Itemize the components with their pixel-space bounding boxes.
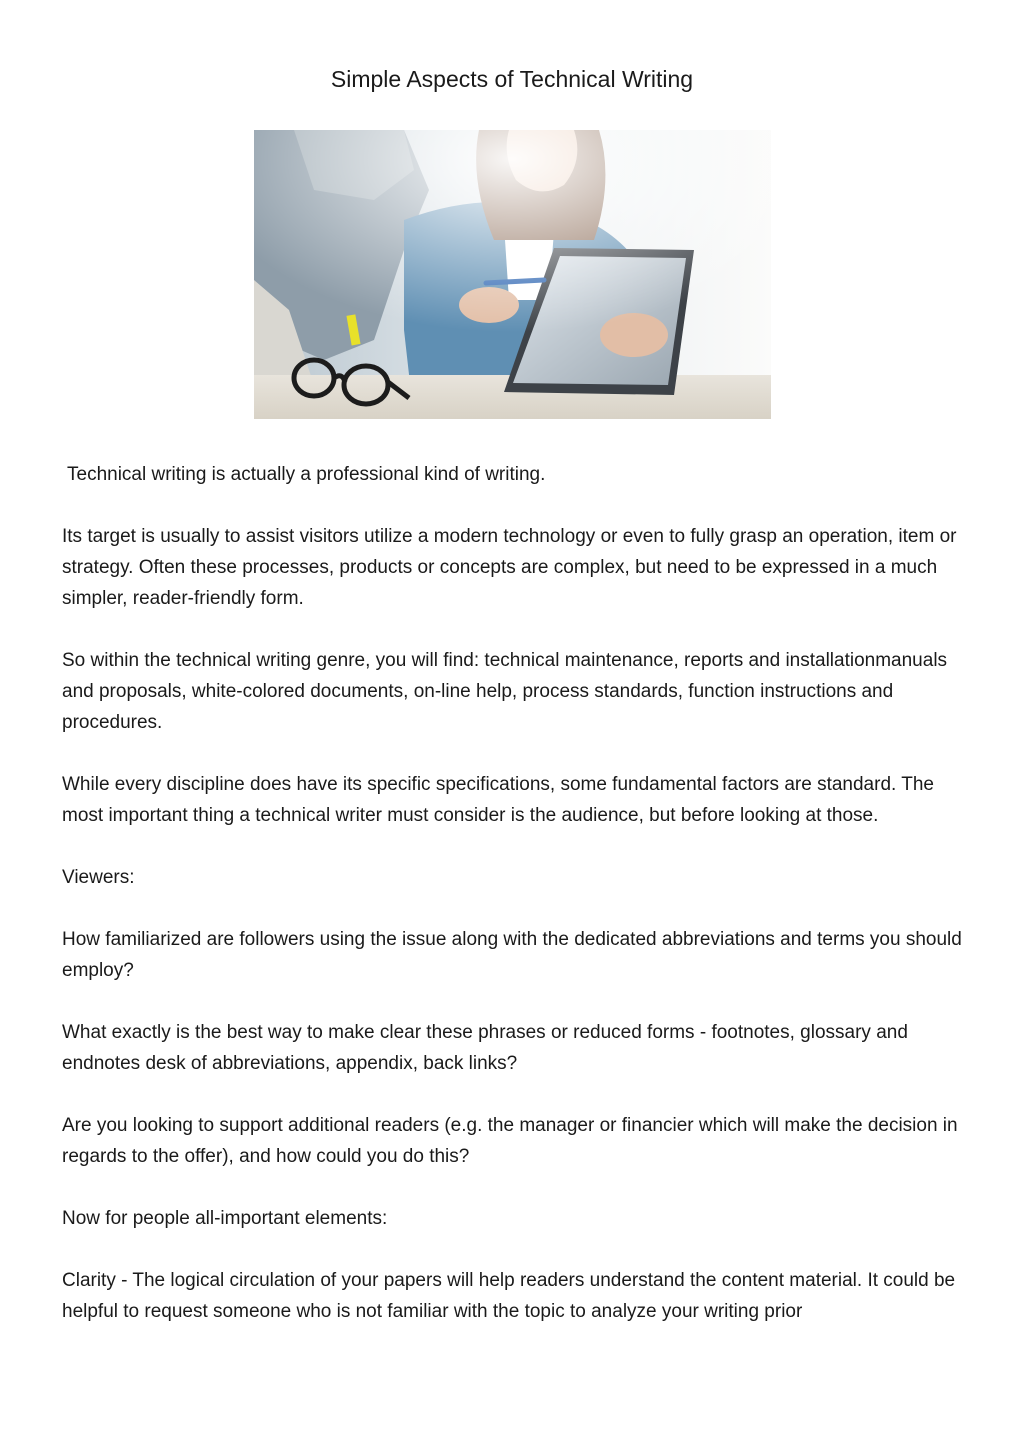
paragraph: How familiarized are followers using the issue along with the dedicated abbreviations and terms you should employ? <box>62 929 962 981</box>
paragraph: So within the technical writing genre, you will find: technical maintenance, reports and installationmanuals and proposals, white-colored documents, on-line help, process standards, function instructions and procedures. <box>62 650 948 733</box>
page-title: Simple Aspects of Technical Writing <box>330 66 694 92</box>
paragraph: Clarity - The logical circulation of your papers will help readers understand the content material. It could be helpful to request someone who is not familiar with the topic to analyze your writing prior <box>62 1270 956 1322</box>
paragraph: Technical writing is actually a professional kind of writing. <box>67 464 546 485</box>
header-photo <box>254 130 771 419</box>
paragraph: What exactly is the best way to make clear these phrases or reduced forms - footnotes, glossary and endnotes desk of abbreviations, appendix, back links? <box>62 1022 908 1074</box>
article-body <box>62 459 967 1358</box>
paragraph: While every discipline does have its specific specifications, some fundamental factors are standard. The most important thing a technical writer must consider is the audience, but before looking at those. <box>62 774 934 826</box>
paragraph: Now for people all-important elements: <box>62 1208 388 1229</box>
paragraph: Are you looking to support additional readers (e.g. the manager or financier which will make the decision in regards to the offer), and how could you do this? <box>62 1115 958 1167</box>
paragraph: Viewers: <box>62 867 135 888</box>
paragraph: Its target is usually to assist visitors utilize a modern technology or even to fully grasp an operation, item or strategy. Often these processes, products or concepts are complex, but need to be expressed in a much simpler, reader-friendly form. <box>62 526 957 609</box>
